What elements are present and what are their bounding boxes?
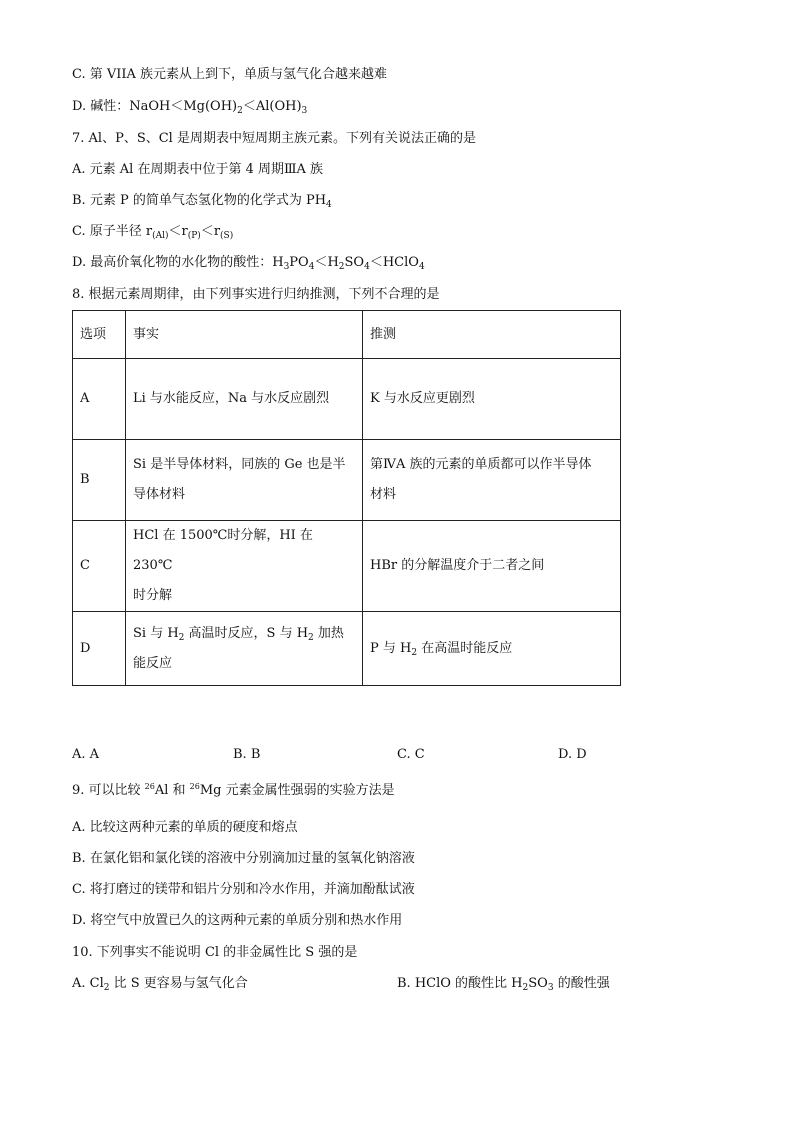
- q6-option-d: D. 碱性：$NaOH<Mg(OH)_2<Al(OH)_3$: [72, 99, 308, 116]
- q9-option-c: C. 将打磨过的镁带和铝片分别和冷水作用，并滴加酚酞试液: [72, 882, 415, 897]
- header-option: 选项: [73, 311, 126, 359]
- q8-stem: 8. 根据元素周期律，由下列事实进行归纳推测，下列不合理的是: [72, 287, 440, 302]
- q7-stem: 7. Al、P、S、Cl 是周期表中短周期主族元素。下列有关说法正确的是: [72, 131, 476, 146]
- q6-option-c: C. 第 VIIA 族元素从上到下，单质与氢气化合越来越难: [72, 67, 388, 82]
- row-guess: HBr 的分解温度介于二者之间: [363, 521, 621, 612]
- table-row: [73, 359, 621, 440]
- header-fact: 事实: [126, 311, 363, 359]
- q9-option-b: B. 在氯化铝和氯化镁的溶液中分别滴加过量的氢氧化钠溶液: [72, 851, 415, 866]
- q7-option-d: D. 最高价氧化物的水化物的酸性：$H_3PO_4<H_2SO_4<HClO_4$: [72, 255, 425, 272]
- header-guess: 推测: [363, 311, 621, 359]
- q8-answer-a: A. A: [72, 747, 100, 762]
- row-fact: HCl 在 1500℃时分解，HI 在 230℃ 时分解: [126, 521, 363, 612]
- q9-option-a: A. 比较这两种元素的单质的硬度和熔点: [72, 820, 298, 835]
- row-guess: K 与水反应更剧烈: [363, 359, 621, 440]
- row-guess: P 与 $H_2$ 在高温时能反应: [363, 612, 621, 686]
- table-row: [73, 612, 621, 686]
- row-option: D: [73, 612, 126, 686]
- q7-option-a: A. 元素 Al 在周期表中位于第 4 周期ⅢA 族: [72, 162, 324, 177]
- q8-answer-c: C. C: [397, 747, 425, 762]
- table-row: [73, 521, 621, 612]
- row-option: A: [73, 359, 126, 440]
- row-guess: 第ⅣA 族的元素的单质都可以作半导体 材料: [363, 440, 621, 521]
- q10-option-a: A. $Cl_2$ 比 S 更容易与氢气化合: [72, 976, 248, 993]
- row-fact: Si 与 $H_2$ 高温时反应，S 与 $H_2$ 加热 能反应: [126, 612, 363, 686]
- row-fact: Li 与水能反应，Na 与水反应剧烈: [126, 359, 363, 440]
- q8-answer-d: D. D: [558, 747, 587, 762]
- table-header-row: [73, 311, 621, 359]
- row-option: B: [73, 440, 126, 521]
- q9-stem: 9. 可以比较 $^{26}$Al 和 $^{26}$Mg 元素金属性强弱的实验方法是: [72, 782, 395, 798]
- q9-option-d: D. 将空气中放置已久的这两种元素的单质分别和热水作用: [72, 913, 403, 928]
- q8-answer-b: B. B: [233, 747, 261, 762]
- table-row: [73, 440, 621, 521]
- q10-stem: 10. 下列事实不能说明 Cl 的非金属性比 S 强的是: [72, 945, 358, 960]
- q7-option-b: B. 元素 P 的简单气态氢化物的化学式为 $PH_4$: [72, 193, 332, 210]
- row-option: C: [73, 521, 126, 612]
- q8-table: [72, 310, 621, 686]
- q7-option-c: C. 原子半径 $r_{(Al)}<r_{(P)}<r_{(S)}$: [72, 224, 234, 241]
- q10-option-b: B. HClO 的酸性比 $H_2SO_3$ 的酸性强: [397, 976, 610, 993]
- row-fact: Si 是半导体材料，同族的 Ge 也是半 导体材料: [126, 440, 363, 521]
